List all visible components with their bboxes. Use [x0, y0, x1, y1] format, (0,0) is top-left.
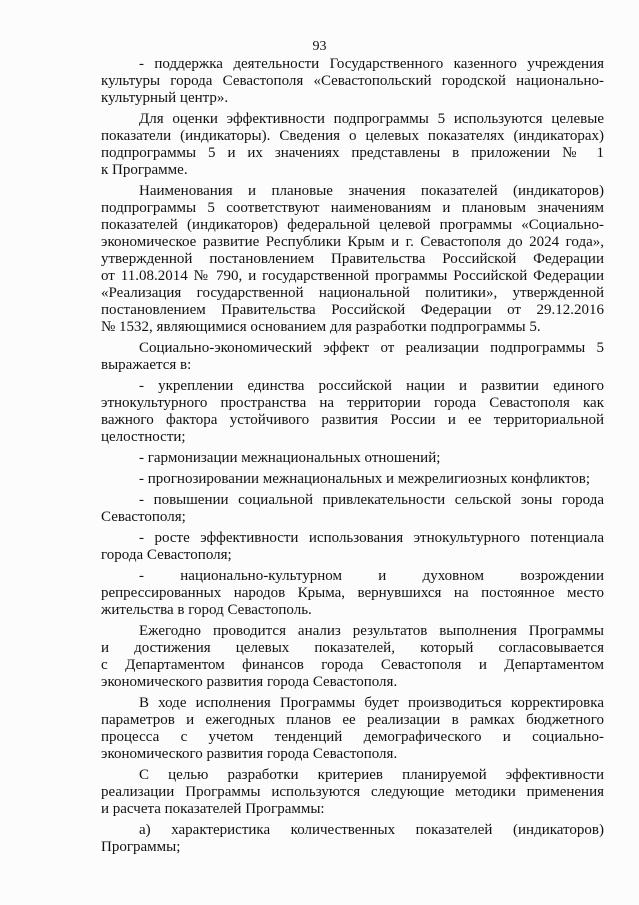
text-line: - прогнозировании межнациональных и межрелигиозных конфликтов; [139, 471, 591, 487]
paragraph [101, 492, 604, 526]
paragraph [101, 183, 604, 336]
text-line: № 1532, являющимися основанием для разработки подпрограммы 5. [101, 319, 541, 335]
text-line: Программы; [101, 839, 181, 855]
text-line: важного фактора устойчивого развития России и ее территориальной [101, 412, 604, 428]
text-line: - укреплении единства российской нации и развитии единого [139, 378, 604, 394]
text-line: постановлением Правительства Российской Федерации от 29.12.2016 [101, 302, 604, 318]
paragraph [101, 623, 604, 691]
text-line: параметров и ежегодных планов ее реализации в рамках бюджетного [101, 712, 604, 728]
text-line: - росте эффективности использования этнокультурного потенциала [139, 530, 604, 546]
text-line: «Реализация государственной национальной политики», утвержденной [101, 285, 604, 301]
page-number: 93 [312, 39, 327, 54]
text-line: города Севастополя; [101, 547, 232, 563]
paragraph [101, 450, 604, 467]
text-line: подпрограммы 5 и их значениях представлены в приложении № 1 [101, 145, 604, 161]
text-line: подпрограммы 5 соответствуют наименованиям и плановым значениям [101, 200, 604, 216]
text-line: Ежегодно проводится анализ результатов выполнения Программы [139, 623, 604, 639]
paragraph [101, 568, 604, 619]
text-line: Наименования и плановые значения показателей (индикаторов) [139, 183, 604, 199]
text-line: - национально-культурном и духовном возрождении [139, 568, 604, 584]
text-line: жительства в город Севастополь. [101, 602, 312, 618]
text-line: экономического развития города Севастополя. [101, 746, 398, 762]
paragraph [101, 340, 604, 374]
text-line: и достижения целевых показателей, который согласовывается [101, 640, 604, 656]
text-line: - повышении социальной привлекательности сельской зоны города [139, 492, 604, 508]
paragraph [101, 111, 604, 179]
document-body [101, 56, 604, 856]
text-line: Для оценки эффективности подпрограммы 5 используются целевые [139, 111, 604, 127]
text-line: Севастополя; [101, 509, 186, 525]
paragraph [101, 822, 604, 856]
paragraph [101, 530, 604, 564]
paragraph [101, 695, 604, 763]
text-line: реализации Программы используются следующие методики применения [101, 784, 604, 800]
text-line: выражается в: [101, 357, 192, 373]
text-line: культуры города Севастополя «Севастопольский городской национально- [101, 73, 604, 89]
paragraph [101, 56, 604, 107]
text-line: В ходе исполнения Программы будет производиться корректировка [139, 695, 604, 711]
text-line: к Программе. [101, 162, 188, 178]
text-line: показатели (индикаторы). Сведения о целевых показателях (индикаторах) [101, 128, 604, 144]
text-line: а) характеристика количественных показателей (индикаторов) [139, 822, 604, 838]
text-line: культурный центр». [101, 90, 229, 106]
paragraph [101, 471, 604, 488]
paragraph [101, 767, 604, 818]
text-line: с Департаментом финансов города Севастополя и Департаментом [101, 657, 604, 673]
text-line: утвержденной постановлением Правительства Российской Федерации [101, 251, 604, 267]
text-line: экономического развития города Севастополя. [101, 674, 398, 690]
text-line: Социально-экономический эффект от реализации подпрограммы 5 [139, 340, 604, 356]
text-line: С целью разработки критериев планируемой эффективности [139, 767, 604, 783]
text-line: - поддержка деятельности Государственного казенного учреждения [139, 56, 604, 72]
text-line: и расчета показателей Программы: [101, 801, 325, 817]
text-line: показателей (индикаторов) федеральной целевой программы «Социально- [101, 217, 604, 233]
text-line: целостности; [101, 429, 186, 445]
text-line: от 11.08.2014 № 790, и государственной программы Российской Федерации [101, 268, 604, 284]
text-line: процесса с учетом тенденций демографического и социально- [101, 729, 604, 745]
text-line: этнокультурного пространства на территории города Севастополя как [101, 395, 604, 411]
text-line: репрессированных народов Крыма, вернувшихся на постоянное место [101, 585, 604, 601]
text-line: - гармонизации межнациональных отношений; [139, 450, 441, 466]
text-line: экономическое развитие Республики Крым и г. Севастополя до 2024 года», [101, 234, 604, 250]
paragraph [101, 378, 604, 446]
